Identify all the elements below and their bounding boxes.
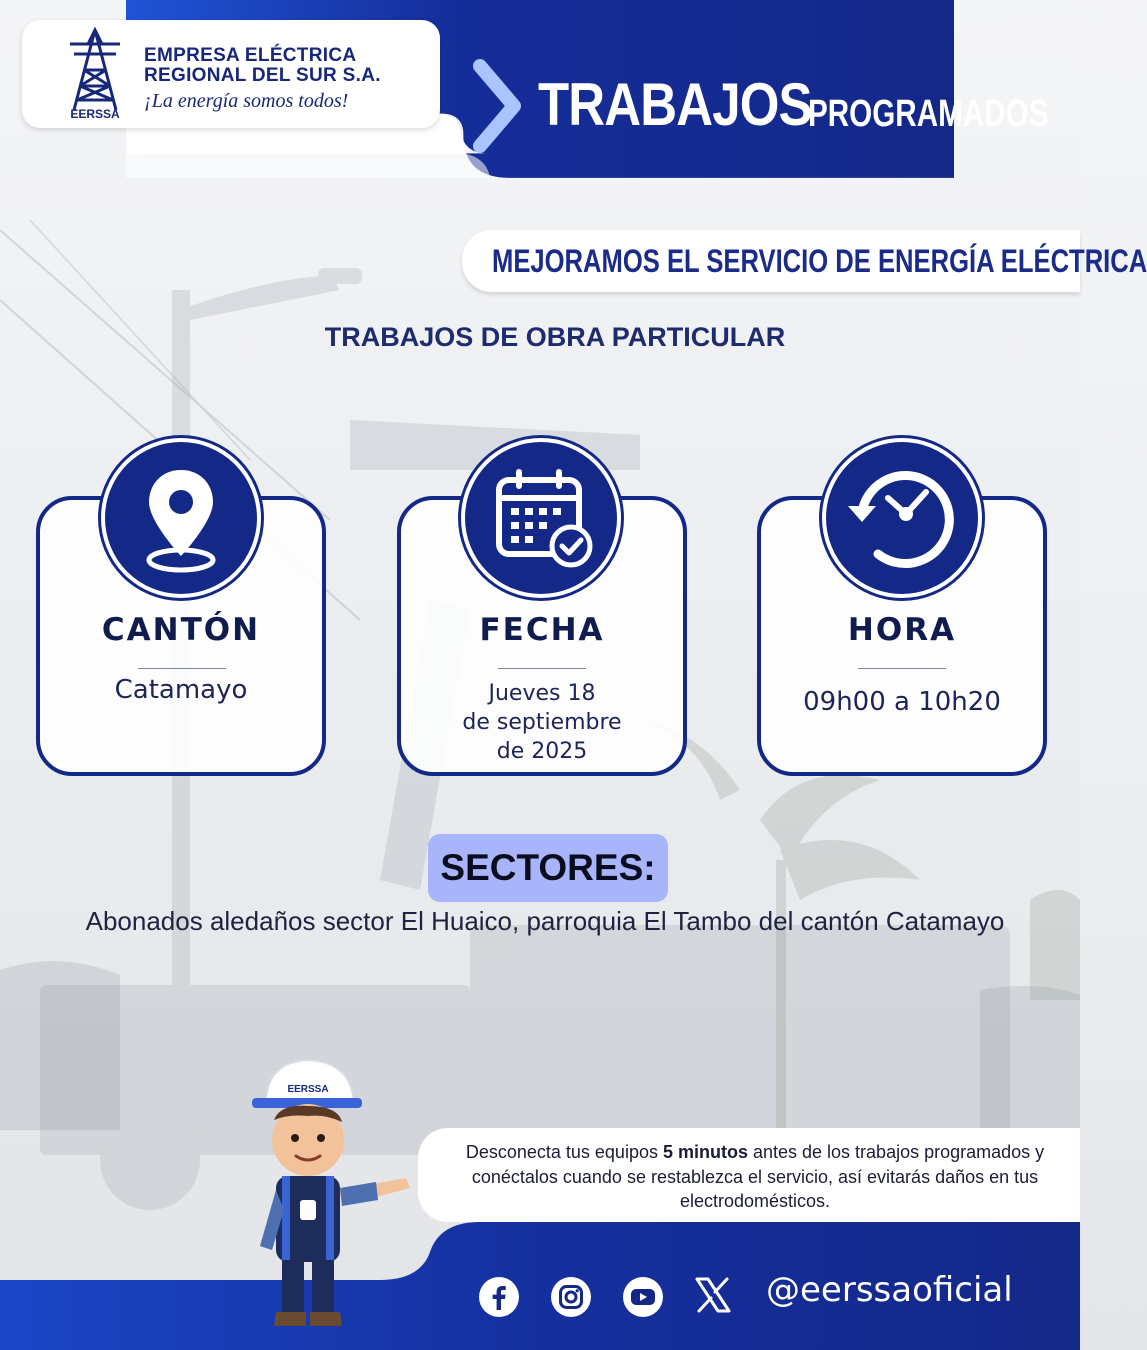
fecha-line-3: de 2025 bbox=[496, 739, 588, 764]
canton-value: Catamayo bbox=[114, 675, 248, 705]
mascot-helmet-text: EERSSA bbox=[287, 1084, 329, 1095]
canton-label: CANTÓN bbox=[101, 612, 261, 648]
clock-history-icon bbox=[826, 442, 978, 594]
fecha-value bbox=[397, 679, 687, 766]
hora-label: HORA bbox=[847, 612, 957, 648]
notice-part1: Desconecta tus equipos bbox=[465, 1142, 663, 1162]
hora-divider bbox=[858, 668, 946, 669]
facebook-icon[interactable] bbox=[478, 1276, 520, 1318]
fecha-divider bbox=[498, 668, 586, 669]
youtube-icon[interactable] bbox=[622, 1276, 664, 1318]
tower-logo-icon bbox=[62, 26, 128, 120]
mascot-illustration bbox=[246, 1050, 416, 1340]
canton-divider bbox=[138, 668, 226, 669]
x-icon[interactable] bbox=[692, 1274, 734, 1316]
company-name-line2: REGIONAL DEL SUR S.A. bbox=[144, 65, 381, 86]
instagram-icon[interactable] bbox=[550, 1276, 592, 1318]
fecha-label: FECHA bbox=[479, 612, 605, 648]
notice-text bbox=[440, 1140, 1070, 1214]
section-title: TRABAJOS DE OBRA PARTICULAR bbox=[324, 322, 786, 352]
notice-bold: 5 minutos bbox=[662, 1142, 748, 1162]
company-name bbox=[144, 46, 381, 86]
hora-value: 09h00 a 10h20 bbox=[803, 687, 1001, 717]
title-main: TRABAJOS bbox=[538, 71, 812, 138]
sectores-text: Abonados aledaños sector El Huaico, parroquia El Tambo del cantón Catamayo bbox=[85, 906, 1005, 936]
calendar-badge bbox=[461, 438, 621, 598]
sectores-label: SECTORES: bbox=[440, 847, 656, 888]
chevron-right-icon bbox=[470, 60, 526, 152]
subtitle-text: MEJORAMOS EL SERVICIO DE ENERGÍA ELÉCTRICA bbox=[492, 243, 1147, 279]
calendar-check-icon bbox=[465, 442, 617, 594]
fecha-line-2: de septiembre bbox=[462, 710, 622, 735]
logo-card bbox=[22, 20, 440, 128]
notice-part2: antes de los trabajos programados y conéctalos cuando se restablezca el servicio, así evitarás daños en tus electrodomésticos. bbox=[471, 1142, 1045, 1211]
company-name-line1: EMPRESA ELÉCTRICA bbox=[144, 45, 357, 66]
social-handle[interactable]: @eerssaoficial bbox=[766, 1270, 1013, 1310]
clock-badge bbox=[822, 438, 982, 598]
fecha-line-1: Jueves 18 bbox=[488, 681, 596, 706]
logo-text: EERSSA bbox=[70, 107, 120, 121]
location-badge bbox=[101, 438, 261, 598]
location-pin-icon bbox=[105, 442, 257, 594]
title-sub: PROGRAMADOS bbox=[808, 93, 1049, 135]
company-tagline: ¡La energía somos todos! bbox=[144, 90, 349, 112]
